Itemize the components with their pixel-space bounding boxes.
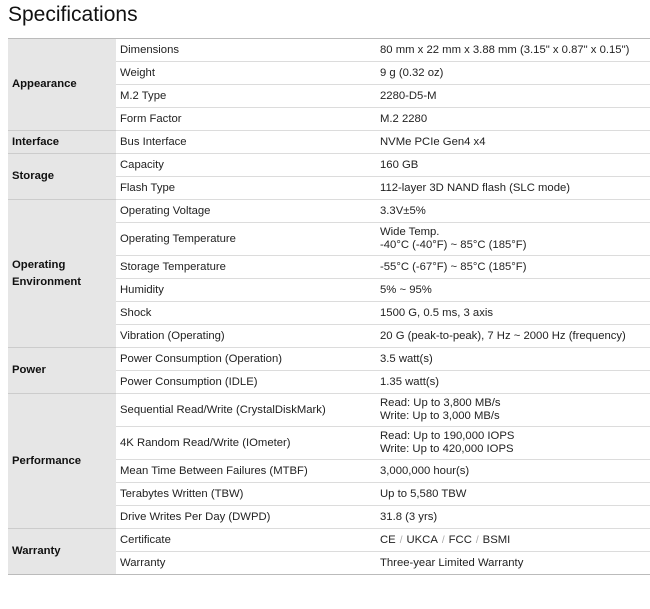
table-row (8, 200, 650, 223)
spec-label: M.2 Type (116, 85, 374, 108)
spec-value (374, 256, 650, 279)
spec-label: Shock (116, 302, 374, 325)
spec-label: Dimensions (116, 39, 374, 62)
certificate-item: CE (380, 534, 396, 546)
spec-value (374, 460, 650, 483)
spec-value (374, 62, 650, 85)
spec-value (374, 108, 650, 131)
table-row (8, 39, 650, 62)
category-cell: Storage (8, 154, 116, 200)
spec-value-line: -55°C (-67°F) ~ 85°C (185°F) (380, 261, 527, 273)
table-row (8, 529, 650, 552)
spec-value-line: 20 G (peak-to-peak), 7 Hz ~ 2000 Hz (frequency) (380, 330, 626, 342)
spec-value (374, 529, 650, 552)
spec-value (374, 85, 650, 108)
spec-value-line: 112-layer 3D NAND flash (SLC mode) (380, 182, 571, 194)
table-row (8, 131, 650, 154)
spec-value (374, 200, 650, 223)
spec-value-line: 160 GB (380, 159, 419, 171)
spec-value-line: Write: Up to 420,000 IOPS (380, 443, 514, 455)
spec-value-line: Up to 5,580 TBW (380, 488, 467, 500)
spec-label: Mean Time Between Failures (MTBF) (116, 460, 374, 483)
spec-label: Sequential Read/Write (CrystalDiskMark) (116, 394, 374, 427)
table-row (8, 348, 650, 371)
category-cell: Power (8, 348, 116, 394)
specifications-table (8, 38, 650, 575)
spec-value-line: Write: Up to 3,000 MB/s (380, 410, 500, 422)
spec-value-line: M.2 2280 (380, 113, 428, 125)
spec-value (374, 371, 650, 394)
category-cell: Warranty (8, 529, 116, 575)
spec-label: 4K Random Read/Write (IOmeter) (116, 427, 374, 460)
separator: / (399, 535, 403, 546)
spec-label: Power Consumption (Operation) (116, 348, 374, 371)
page-title: Specifications (8, 3, 138, 26)
spec-value (374, 131, 650, 154)
spec-value-line: 1500 G, 0.5 ms, 3 axis (380, 307, 494, 319)
spec-label: Drive Writes Per Day (DWPD) (116, 506, 374, 529)
spec-value (374, 302, 650, 325)
spec-label: Terabytes Written (TBW) (116, 483, 374, 506)
certificate-item: UKCA (406, 534, 438, 546)
spec-value (374, 39, 650, 62)
table-row (8, 394, 650, 427)
separator: / (475, 535, 479, 546)
spec-value (374, 325, 650, 348)
spec-value (374, 154, 650, 177)
spec-value (374, 279, 650, 302)
spec-value-line: Read: Up to 3,800 MB/s (380, 397, 501, 409)
spec-label: Flash Type (116, 177, 374, 200)
spec-value-line: NVMe PCIe Gen4 x4 (380, 136, 486, 148)
spec-value-line: 3,000,000 hour(s) (380, 465, 470, 477)
separator: / (441, 535, 445, 546)
spec-label: Capacity (116, 154, 374, 177)
spec-label: Weight (116, 62, 374, 85)
spec-label: Warranty (116, 552, 374, 575)
spec-label: Certificate (116, 529, 374, 552)
spec-label: Bus Interface (116, 131, 374, 154)
spec-value-line: 5% ~ 95% (380, 284, 432, 296)
category-cell: Operating Environment (8, 200, 116, 348)
spec-value-line: 1.35 watt(s) (380, 376, 440, 388)
spec-value (374, 483, 650, 506)
spec-value-line: Three-year Limited Warranty (380, 557, 524, 569)
spec-value-line: -40°C (-40°F) ~ 85°C (185°F) (380, 239, 527, 251)
spec-value-line: 3.5 watt(s) (380, 353, 433, 365)
category-cell: Appearance (8, 39, 116, 131)
spec-value (374, 427, 650, 460)
category-cell: Performance (8, 394, 116, 529)
spec-value (374, 348, 650, 371)
spec-value (374, 506, 650, 529)
spec-value (374, 177, 650, 200)
category-cell: Interface (8, 131, 116, 154)
spec-label: Form Factor (116, 108, 374, 131)
spec-value-line: 3.3V±5% (380, 205, 426, 217)
spec-value (374, 394, 650, 427)
certificate-item: BSMI (482, 534, 511, 546)
spec-value-line: 2280-D5-M (380, 90, 437, 102)
spec-label: Operating Voltage (116, 200, 374, 223)
spec-label: Humidity (116, 279, 374, 302)
spec-value (374, 552, 650, 575)
spec-value-line: Wide Temp. (380, 226, 440, 238)
table-row (8, 154, 650, 177)
spec-value-line: Read: Up to 190,000 IOPS (380, 430, 515, 442)
certificate-item: FCC (448, 534, 472, 546)
spec-value-line: 31.8 (3 yrs) (380, 511, 438, 523)
spec-label: Power Consumption (IDLE) (116, 371, 374, 394)
spec-label: Vibration (Operating) (116, 325, 374, 348)
spec-value-line: 9 g (0.32 oz) (380, 67, 444, 79)
spec-value-line: 80 mm x 22 mm x 3.88 mm (3.15" x 0.87" x 0.15") (380, 44, 630, 56)
spec-value (374, 223, 650, 256)
spec-label: Operating Temperature (116, 223, 374, 256)
spec-label: Storage Temperature (116, 256, 374, 279)
